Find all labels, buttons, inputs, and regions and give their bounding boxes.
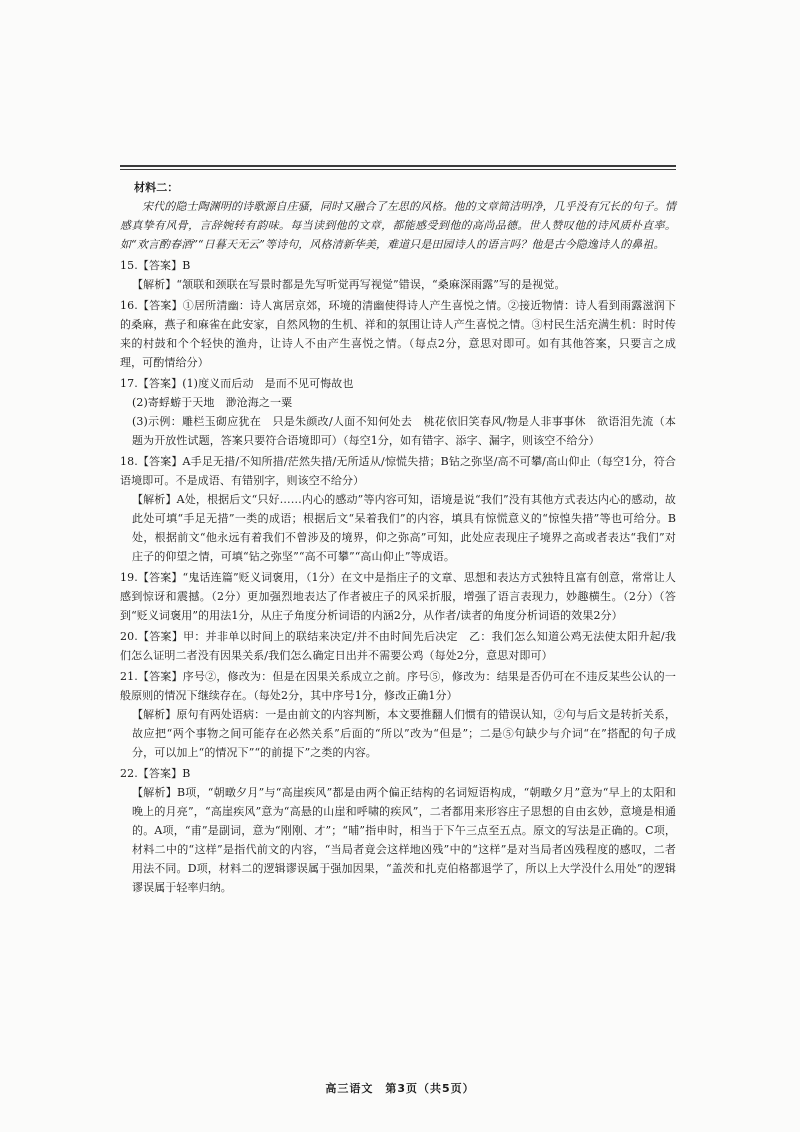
answer-line: 15.【答案】B	[120, 259, 191, 272]
analysis-line: 【解析】A处，根据后文“只好……内心的感动”等内容可知，语境是说“我们”没有其他方式表达内心的感动，故此处可填“手足无措”一类的成语；根据后文“呆着我们”的内容，填具有惊慌意义的“惊惶失措”等也可给分。B处，根据前文“他永远有着我们不曾涉及的境界，仰之弥高”可知，此处应表现庄子境界之高或者表达“我们”对庄子的仰望之情，可填“钻之弥坚”“高不可攀”“高山仰止”等成语。	[132, 493, 676, 563]
page-footer: 高三语文 第3页（共5页）	[325, 1082, 475, 1095]
answer-line: 18.【答案】A手足无措/不知所措/茫然失措/无所适从/惊慌失措；B钻之弥坚/高不可攀/高山仰止（每空1分，符合语境即可。不是成语、有错别字，则该空不给分）	[120, 455, 676, 487]
material-body: 宋代的隐士陶渊明的诗歌源自庄骚，同时又融合了左思的风格。他的文章简洁明净，几乎没有冗长的句子。情感真挚有风骨，言辞婉转有韵味。每当读到他的文章，都能感受到他的高尚品德。世人赞叹他的诗风质朴直率。如“欢言酌春酒”“日暮天无云”等诗句，风格清新华美，难道只是田园诗人的语言吗？他是古今隐逸诗人的鼻祖。	[120, 200, 676, 251]
answer-line: 22.【答案】B	[120, 767, 191, 780]
header-rule	[120, 165, 676, 167]
answer-16	[120, 296, 676, 372]
analysis-line: 【解析】“颔联和颈联在写景时都是先写听觉再写视觉”错误，“桑麻深雨露”写的是视觉。	[132, 278, 566, 291]
answer-content	[120, 178, 676, 897]
answer-21	[120, 667, 676, 762]
answer-line: 17.【答案】(1)度义而后动 是而不见可悔故也	[120, 377, 354, 390]
header-rule-thin	[120, 169, 676, 170]
answer-subline: (2)寄蜉蝣于天地 渺沧海之一粟	[132, 396, 293, 409]
analysis-line: 【解析】B项，“朝暾夕月”与“高崖疾风”都是由两个偏正结构的名词短语构成，“朝暾夕月”意为“早上的太阳和晚上的月亮”，“高崖疾风”意为“高悬的山崖和呼啸的疾风”，二者都用来形容庄子思想的自由玄妙，意境是相通的。A项，“甫”是副词，意为“刚刚、才”；“晡”指申时，相当于下午三点至五点。原文的写法是正确的。C项，材料二中的“这样”是指代前文的内容，“当局者竟会这样地凶残”中的“这样”是对当局者凶残程度的感叹，二者用法不同。D项，材料二的逻辑谬误属于强加因果，“盖茨和扎克伯格都退学了，所以上大学没什么用处”的逻辑谬误属于轻率归纳。	[132, 786, 676, 894]
answer-line: 20.【答案】甲：并非单以时间上的联结来决定/并不由时间先后决定 乙：我们怎么知道公鸡无法使太阳升起/我们怎么证明二者没有因果关系/我们怎么确定日出并不需要公鸡（每处2分，意思对即可）	[120, 630, 676, 662]
answer-line: 19.【答案】“鬼话连篇”贬义词褒用，（1分）在文中是指庄子的文章、思想和表达方式独特且富有创意，常常让人感到惊讶和震撼。（2分）更加强烈地表达了作者被庄子的风采折服，增强了语言表现力，妙趣横生。（2分）（答到“贬义词褒用”的用法1分，从庄子角度分析词语的内涵2分，从作者/读者的角度分析词语的效果2分）	[120, 571, 676, 622]
answer-17	[120, 374, 676, 450]
answer-20	[120, 627, 676, 665]
answer-line: 21.【答案】序号②，修改为：但是在因果关系成立之前。序号⑤，修改为：结果是否仍可在不违反某些公认的一般原则的情况下继续存在。（每处2分，其中序号1分，修改正确1分）	[120, 670, 676, 702]
answer-22	[120, 764, 676, 897]
answer-18	[120, 452, 676, 566]
material-title: 材料二：	[134, 181, 179, 194]
answer-19	[120, 568, 676, 625]
answer-15	[120, 256, 676, 294]
analysis-line: 【解析】原句有两处语病：一是由前文的内容判断，本文要推翻人们惯有的错误认知，②句与后文是转折关系，故应把“两个事物之间可能存在必然关系”后面的“所以”改为“但是”；二是⑤句缺少与介词“在”搭配的句子成分，可以加上“的情况下”“的前提下”之类的内容。	[132, 708, 676, 759]
answer-subline: (3)示例：雕栏玉砌应犹在 只是朱颜改/人面不知何处去 桃花依旧笑春风/物是人非事事休 欲语泪先流（本题为开放性试题，答案只要符合语境即可）（每空1分，如有错字、添字、漏字，则该空不给分）	[132, 415, 676, 447]
answer-line: 16.【答案】①居所清幽：诗人寓居京郊，环境的清幽使得诗人产生喜悦之情。②接近物情：诗人看到雨露滋润下的桑麻，燕子和麻雀在此安家，自然风物的生机、祥和的氛围让诗人产生喜悦之情。③村民生活充满生机：时时传来的村鼓和个个轻快的渔舟，让诗人不由产生喜悦之情。（每点2分，意思对即可。如有其他答案，只要言之成理，可酌情给分）	[120, 299, 676, 369]
